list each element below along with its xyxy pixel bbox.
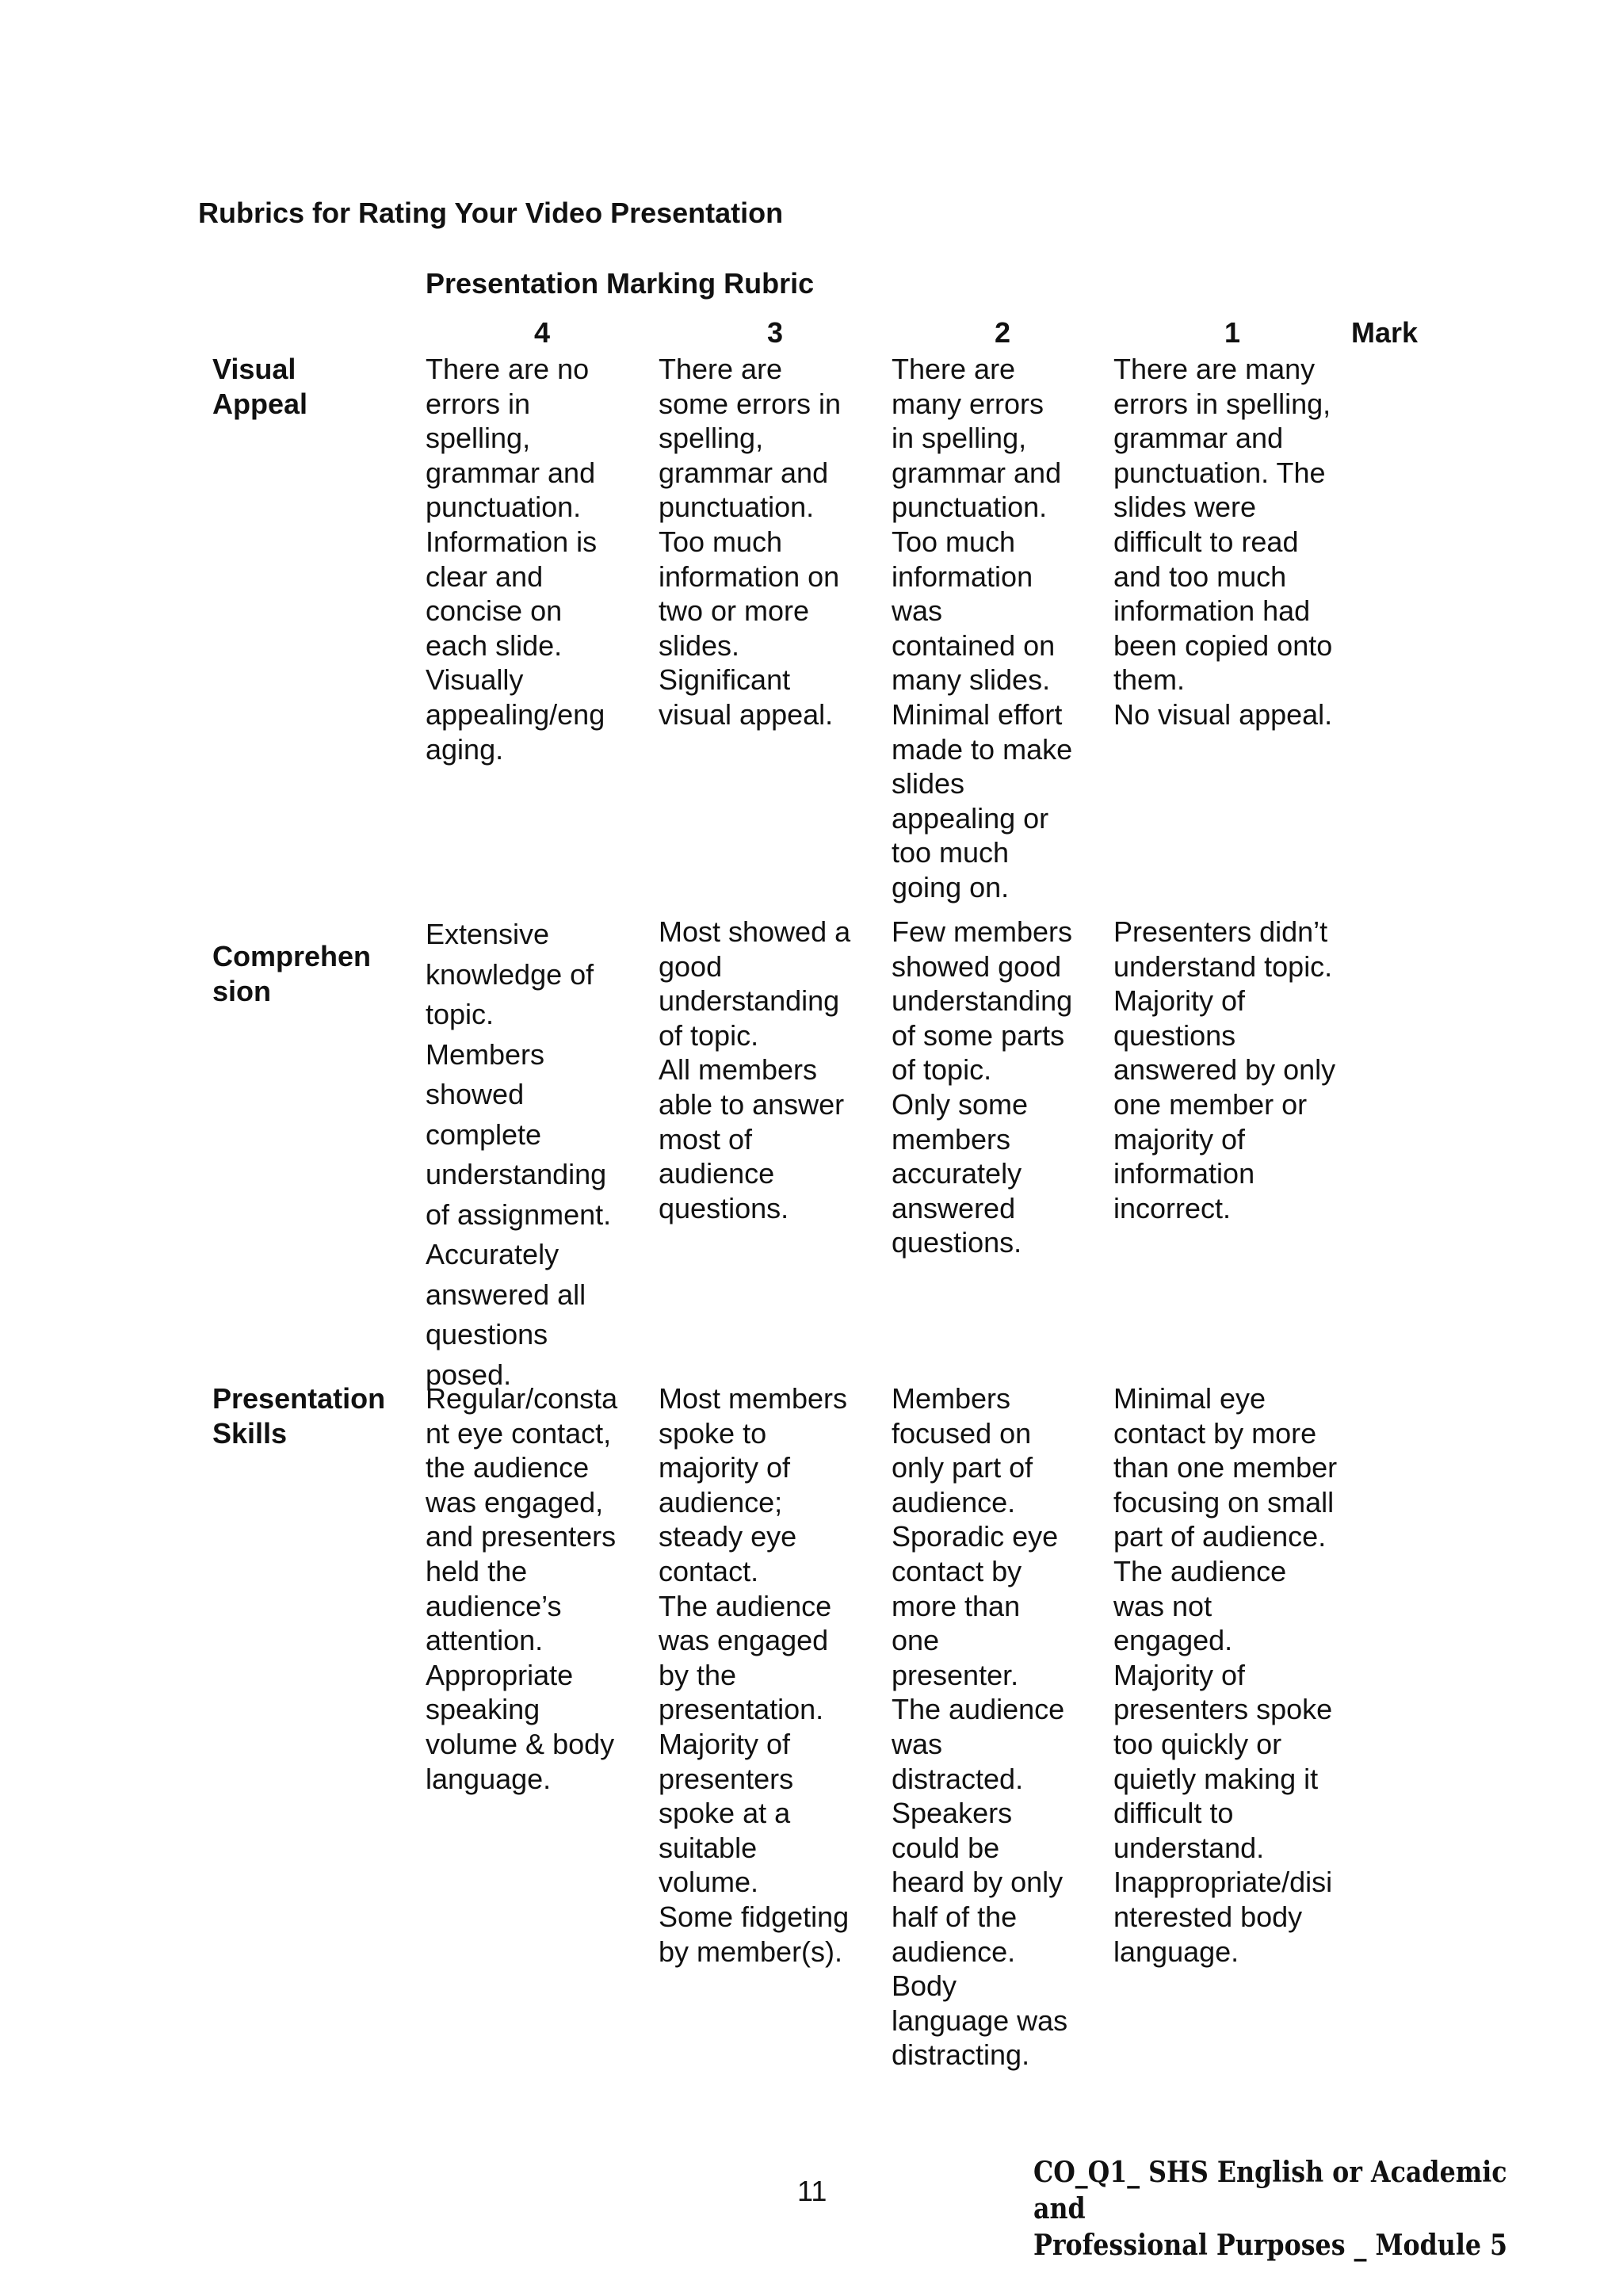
comprehension-score-3: Most showed a good understanding of topic. All members able to answer most of audience questions. [659,915,851,1224]
category-visual-appeal: Visual Appeal [212,353,308,420]
header-score-4: 4 [533,316,551,349]
page-number: 11 [797,2175,827,2207]
presentation-skills-score-2: Members focused on only part of audience. Sporadic eye contact by more than one presenter. The audience was distracted. Speakers could be heard by only half of the audience. Body language was distracting. [892,1382,1068,2072]
presentation-skills-mark [1351,1381,1466,2039]
rubric-row-comprehension [198,915,1466,1391]
rubric-row-presentation-skills [198,1381,1466,2072]
rubric-title: Presentation Marking Rubric [426,267,815,300]
comprehension-score-4: Extensive knowledge of topic. Members showed complete understanding of assignment. Accurately answered all questions posed. [426,918,612,1391]
rubric-table [198,314,1466,2072]
presentation-skills-score-3: Most members spoke to majority of audience; steady eye contact. The audience was engaged by the presentation. Majority of presenters spoke at a suitable volume. Some fidgeting by member(s). [659,1382,850,1968]
presentation-skills-score-4: Regular/consta nt eye contact, the audience was engaged, and presenters held the audience’s attention. Appropriate speaking volume & body language. [426,1382,618,1795]
header-mark: Mark [1351,316,1419,349]
header-score-3: 3 [766,316,784,349]
visual-appeal-score-4: There are no errors in spelling, grammar and punctuation. Information is clear and concise on each slide. Visually appealing/eng aging. [426,353,605,766]
visual-appeal-score-3: There are some errors in spelling, grammar and punctuation. Too much information on two or more slides. Significant visual appeal. [659,353,842,731]
header-score-1: 1 [1224,316,1241,349]
visual-appeal-score-2: There are many errors in spelling, grammar and punctuation. Too much information was contained on many slides. Minimal effort made to make slides appealing or too much going on. [892,353,1073,904]
presentation-skills-score-1: Minimal eye contact by more than one member focusing on small part of audience. The audience was not engaged. Majority of presenters spoke too quickly or quietly making it difficult to understand. Inappropriate/disi nterested body language. [1113,1382,1338,1968]
rubric-header-row [198,314,1466,352]
comprehension-score-1: Presenters didn’t understand topic. Majority of questions answered by only one member or majority of information incorrect. [1113,915,1336,1224]
visual-appeal-score-1: There are many errors in spelling, grammar and punctuation. The slides were difficult to read and too much information had been copied onto them. No visual appeal. [1113,353,1333,731]
category-comprehension: Comprehen sion [212,940,372,1007]
comprehension-score-2: Few members showed good understanding of some parts of topic. Only some members accurately answered questions. [892,915,1073,1259]
header-category-spacer [198,314,426,352]
category-presentation-skills: Presentation Skills [212,1382,386,1450]
module-label: CO_Q1_ SHS English or Academic and Professional Purposes _ Module 5 [1033,2156,1508,2262]
page-heading: Rubrics for Rating Your Video Presentation [198,197,784,229]
rubric-row-visual-appeal [198,352,1466,915]
comprehension-mark [1351,915,1466,1381]
header-score-2: 2 [994,316,1011,349]
visual-appeal-mark [1351,352,1466,915]
